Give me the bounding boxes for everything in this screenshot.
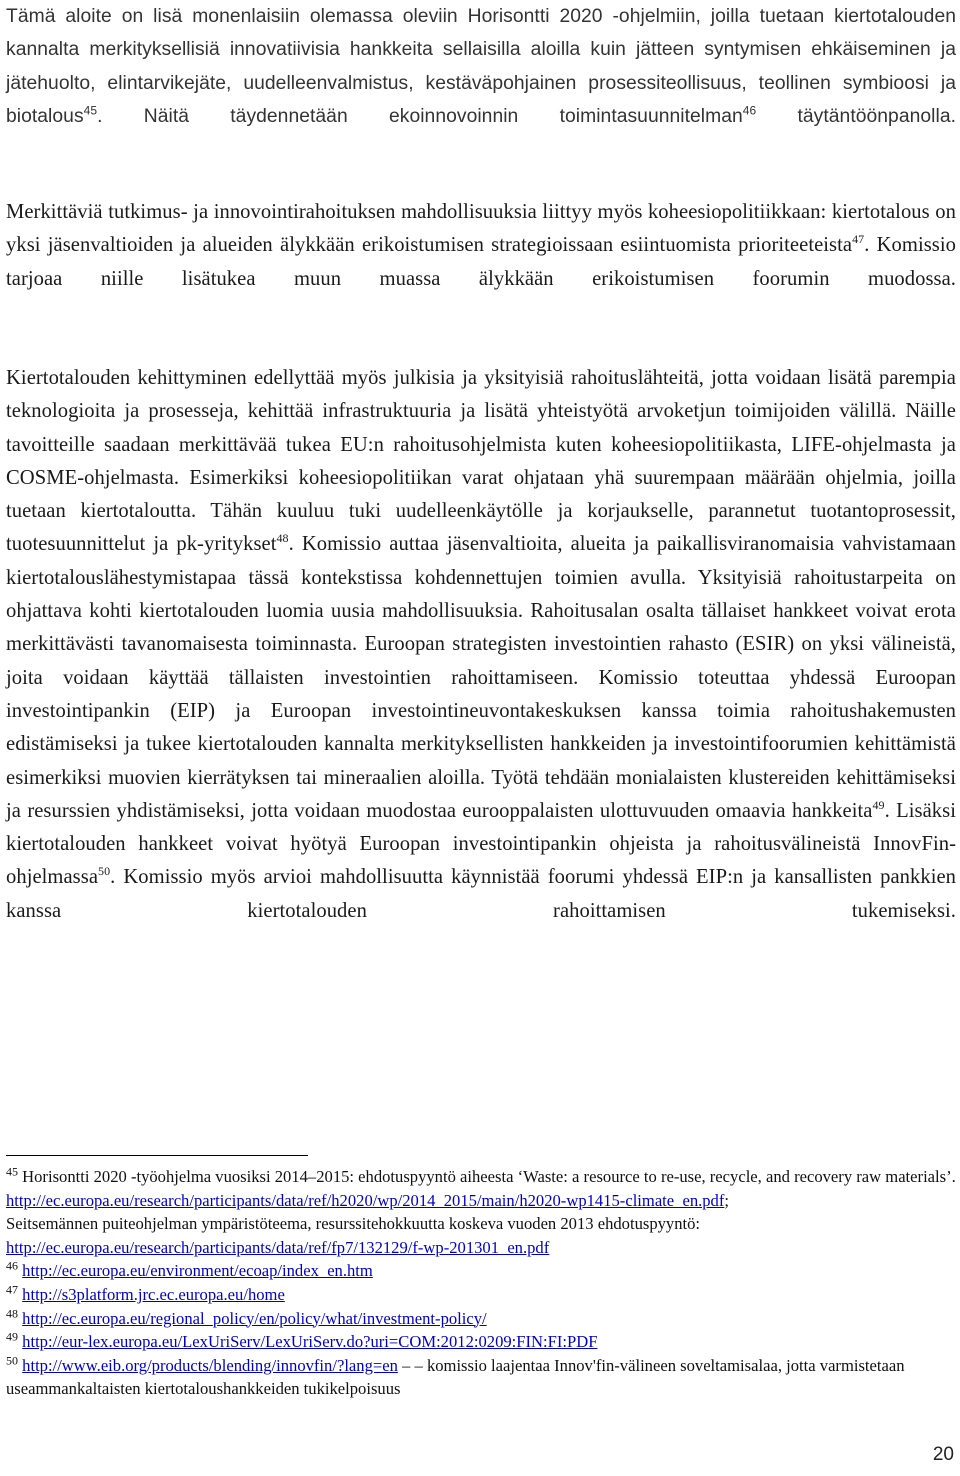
footnote-number: 47 [6,1282,18,1297]
footnote-ref-47[interactable]: 47 [852,232,865,247]
footnote-number: 49 [6,1329,18,1344]
footnote-45 [6,1165,956,1259]
footnote-number: 45 [6,1164,18,1179]
footnote-ref-50[interactable]: 50 [98,864,111,879]
footnote-number: 50 [6,1353,18,1368]
paragraph-text: täytäntöönpanolla. [756,105,956,127]
paragraph-text: . Lisäksi kiertotalouden hankkeet voivat hyötyä Euroopan investointipankin ohjeista ja rahoitusvälineistä InnovFin-ohjelmassa [6,799,956,889]
footnote-link[interactable]: http://ec.europa.eu/environment/ecoap/index_en.htm [22,1261,373,1281]
footnote-link[interactable]: http://ec.europa.eu/research/participants/data/ref/h2020/wp/2014_2015/main/h2020-wp1415-climate_en.pdf [6,1190,725,1210]
footnote-number: 48 [6,1306,18,1321]
footnote-ref-45[interactable]: 45 [83,103,98,118]
footnote-ref-46[interactable]: 46 [742,103,757,118]
footnote-number: 46 [6,1258,18,1273]
footnote-ref-49[interactable]: 49 [872,798,885,812]
paragraph-text: Kiertotalouden kehittyminen edellyttää myös julkisia ja yksityisiä rahoituslähteitä, jotta voidaan lisätä parempia teknologioita ja prosesseja, kehittää infrastruktuuria ja lisätä yhteistyötä arvoketjun toimijoiden välillä. Näille tavoitteille saadaan merkittävää tukea EU:n rahoitusohjelmista kuten koheesiopolitiikasta, LIFE-ohjelmasta ja COSME-ohjelmasta. Esimerkiksi koheesiopolitiikan varat ohjataan yhä suurempaan määrään ohjelmia, joilla tuetaan kiertotaloutta. Tähän kuuluu tuki uudelleenkäytölle ja korjaukselle, parannetut tuotantoprosessit, tuotesuunnittelut ja pk-yritykset [6,367,956,556]
paragraph-text: . Komissio myös arvioi mahdollisuutta käynnistää foorumi yhdessä EIP:n ja kansallisten pankkien kanssa kiertotalouden rahoittamisen tukemiseksi. [6,866,956,922]
footnote-link[interactable]: http://ec.europa.eu/regional_policy/en/policy/what/investment-policy/ [22,1308,487,1328]
footnote-49 [6,1330,956,1354]
paragraph-text: Tämä aloite on lisä monenlaisiin olemassa oleviin Horisontti 2020 -ohjelmiin, joilla tuetaan kiertotalouden kannalta merkityksellisiä innovatiivisia hankkeita sellaisilla aloilla kuin jätteen syntymisen ehkäiseminen ja jätehuolto, elintarvikejäte, uudelleenvalmistus, kestäväpohjainen prosessiteollisuus, teollinen symbioosi ja biotalous [6,6,956,127]
paragraph-horizon2020 [6,0,956,166]
paragraph-text: . Komissio auttaa jäsenvaltioita, alueita ja paikallisviranomaisia vahvistamaan kiertotalouslähestymistapaa tässä kontekstissa kohdennettujen toimien avulla. Yksityisiä rahoitustarpeita on ohjattava kohti kiertotalouden luomia uusia mahdollisuuksia. Rahoitusalan osalta tällaiset hankkeet voivat erota merkittävästi tavanomaisesta toiminnasta. Euroopan strategisten investointien rahasto (ESIR) on yksi välineistä, joita voidaan käyttää tällaisten investointien rahoittamiseen. Komissio toteuttaa yhdessä Euroopan investointipankin (EIP) ja Euroopan investointineuvontakeskuksen kanssa toimia rahoitushakemusten edistämiseksi ja tukee kiertotalouden kannalta merkityksellisten hankkeiden ja investointifoorumien kehittämistä esimerkiksi muovien kierrätyksen tai mineraalien aloilla. Työtä tehdään monialaisten klustereiden kehittämiseksi ja resurssien yhdistämiseksi, jotta voidaan muodostaa eurooppalaisten ulottuvuuden omaavia hankkeita [6,533,956,822]
footnote-link[interactable]: http://eur-lex.europa.eu/LexUriServ/LexUriServ.do?uri=COM:2012:0209:FIN:FI:PDF [22,1332,598,1352]
footnote-48 [6,1307,956,1331]
footnote-link[interactable]: http://www.eib.org/products/blending/innovfin/?lang=en [22,1355,398,1375]
footnote-link[interactable]: http://ec.europa.eu/research/participants/data/ref/fp7/132129/f-wp-201301_en.pdf [6,1237,550,1257]
footnote-46 [6,1259,956,1283]
footnote-ref-48[interactable]: 48 [276,531,289,546]
footnote-text: Horisontti 2020 -työohjelma vuosiksi 2014–2015: ehdotuspyyntö aiheesta ‘Waste: a resource to re-use, recycle, and recovery raw materials’. [22,1167,956,1186]
paragraph-cohesion-policy [6,196,956,329]
paragraph-financing [6,362,956,961]
footnote-text: Seitsemännen puiteohjelman ympäristöteema, resurssitehokkuutta koskeva vuoden 2013 ehdotuspyyntö: [6,1214,701,1234]
footnote-50 [6,1354,956,1401]
footnote-47 [6,1283,956,1307]
footnote-divider [6,1155,308,1156]
paragraph-text: Merkittäviä tutkimus- ja innovointirahoituksen mahdollisuuksia liittyy myös koheesiopolitiikkaan: kiertotalous on yksi jäsenvaltioiden ja alueiden älykkään erikoistumisen strategioissaan esiintuomista prioriteeteista [6,201,956,257]
footnote-link[interactable]: http://s3platform.jrc.ec.europa.eu/home [22,1284,285,1304]
footnote-separator: ; [724,1190,730,1210]
paragraph-text: . Näitä täydennetään ekoinnovoinnin toimintasuunnitelman [97,105,743,127]
footnote-text: – – komissio laajentaa Innov'fin-välineen soveltamisalaa, jotta varmistetaan useammankaltaisten kiertotaloushankkeiden tukikelpoisuus [6,1355,905,1399]
page-number: 20 [932,1444,954,1465]
footnotes-section [6,1165,956,1401]
paragraph-text: . Komissio tarjoaa niille lisätukea muun muassa älykkään erikoistumisen foorumin muodossa. [6,234,956,290]
